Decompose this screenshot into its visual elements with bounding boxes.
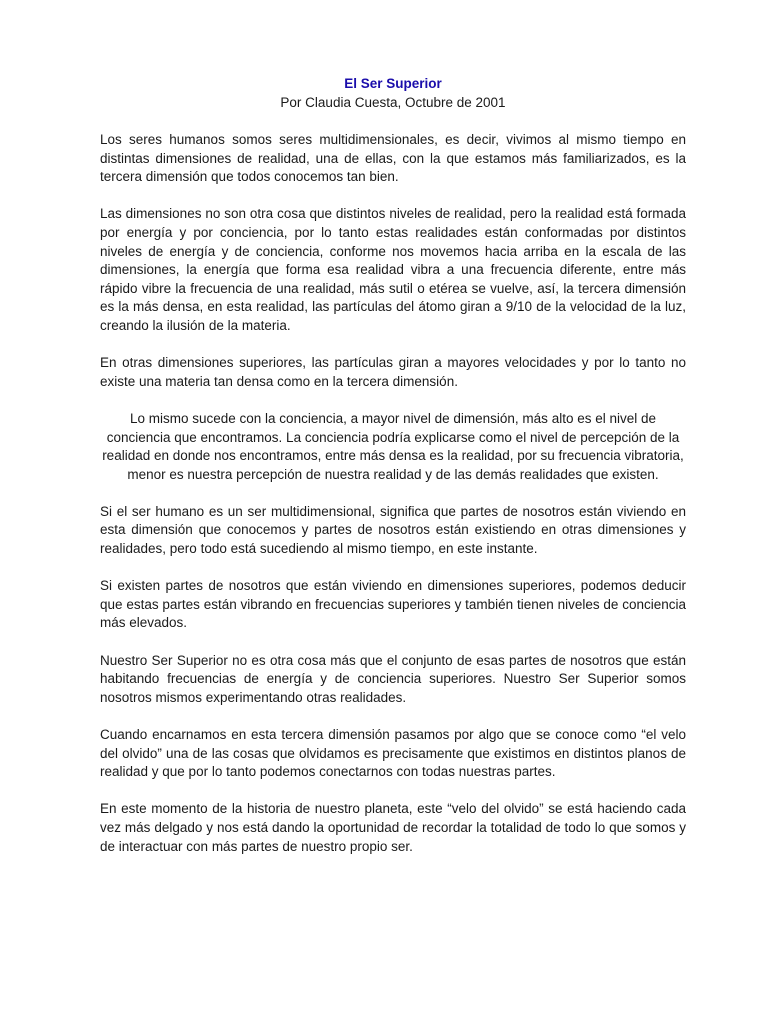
paragraph-2: Las dimensiones no son otra cosa que distintos niveles de realidad, pero la realidad está formada por energía y por conciencia, por lo tanto estas realidades están conformadas por distintos niveles de energía y de conciencia, conforme nos movemos hacia arriba en la escala de las dimensiones, la energía que forma esa realidad vibra a una frecuencia diferente, entre más rápido vibre la frecuencia de una realidad, más sutil o etérea se vuelve, así, la tercera dimensión es la más densa, en esta realidad, las partículas del átomo giran a 9/10 de la velocidad de la luz, creando la ilusión de la materia.: [100, 206, 686, 333]
paragraph-4: Lo mismo sucede con la conciencia, a mayor nivel de dimensión, más alto es el nivel de conciencia que encontramos. La conciencia podría explicarse como el nivel de percepción de la realidad en donde nos encontramos, entre más densa es la realidad, por su frecuencia vibratoria, menor es nuestra percepción de nuestra realidad y de las demás realidades que existen.: [102, 410, 684, 482]
paragraph-9: En este momento de la historia de nuestro planeta, este “velo del olvido” se está haciendo cada vez más delgado y nos está dando la oportunidad de recordar la totalidad de todo lo que somos y de interactuar con más partes de nuestro propio ser.: [100, 801, 686, 854]
paragraph-5: Si el ser humano es un ser multidimensional, significa que partes de nosotros están viviendo en esta dimensión que conocemos y partes de nosotros están existiendo en otras dimensiones y realidades, pero todo está sucediendo al mismo tiempo, en este instante.: [100, 503, 686, 557]
paragraph-1: Los seres humanos somos seres multidimensionales, es decir, vivimos al mismo tiempo en distintas dimensiones de realidad, una de ellas, con la que estamos más familiarizados, es la tercera dimensión que todos conocemos tan bien.: [100, 132, 686, 185]
document-byline: Por Claudia Cuesta, Octubre de 2001: [280, 95, 506, 110]
document-page: [100, 74, 686, 875]
paragraph-7: Nuestro Ser Superior no es otra cosa más que el conjunto de esas partes de nosotros que están habitando frecuencias de energía y de conciencia superiores. Nuestro Ser Superior somos nosotros mismos experimentando otras realidades.: [100, 652, 686, 705]
paragraph-8: Cuando encarnamos en esta tercera dimensión pasamos por algo que se conoce como “el velo del olvido” una de las cosas que olvidamos es precisamente que existimos en distintos planos de realidad y que por lo tanto podemos conectarnos con todas nuestras partes.: [100, 727, 686, 780]
paragraph-3: En otras dimensiones superiores, las partículas giran a mayores velocidades y por lo tanto no existe una materia tan densa como en la tercera dimensión.: [100, 355, 686, 389]
paragraph-6: Si existen partes de nosotros que están viviendo en dimensiones superiores, podemos deducir que estas partes están vibrando en frecuencias superiores y también tienen niveles de conciencia más elevados.: [100, 578, 686, 631]
document-title: El Ser Superior: [344, 76, 442, 91]
